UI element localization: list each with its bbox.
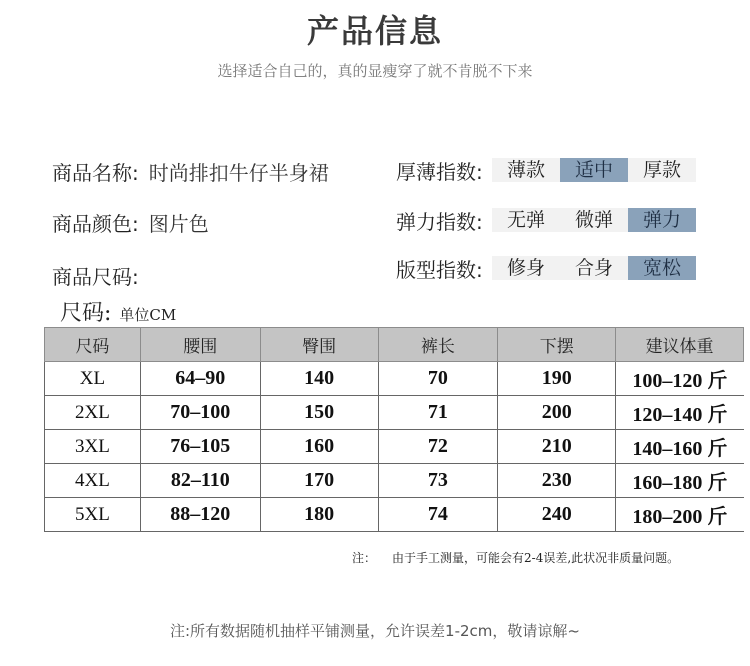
product-color-label: 商品颜色: — [52, 212, 139, 236]
fit-options — [492, 256, 696, 280]
table-row — [45, 396, 744, 430]
cell-waist: 70–100 — [140, 396, 260, 430]
cell-waist: 76–105 — [140, 430, 260, 464]
cell-length: 71 — [378, 396, 498, 430]
sampling-note: 注:所有数据随机抽样平铺测量，允许误差1-2cm，敬请谅解~ — [170, 622, 580, 640]
size-heading-label: 尺码: — [60, 301, 112, 326]
size-table — [44, 327, 744, 532]
cell-hem: 240 — [498, 498, 616, 532]
header-waist: 腰围 — [140, 328, 260, 362]
cell-hip: 170 — [260, 464, 378, 498]
header-hem: 下摆 — [498, 328, 616, 362]
product-size-label: 商品尺码: — [52, 265, 139, 289]
product-name-value: 时尚排扣牛仔半身裙 — [148, 161, 329, 185]
cell-length: 73 — [378, 464, 498, 498]
elasticity-index-label: 弹力指数: — [396, 209, 483, 234]
size-heading — [60, 296, 176, 327]
cell-weight: 100–120 斤 — [616, 362, 744, 396]
elasticity-index — [396, 207, 696, 233]
product-color-value: 图片色 — [148, 212, 209, 236]
header-weight: 建议体重 — [616, 328, 744, 362]
cell-size: 2XL — [45, 396, 141, 430]
elasticity-option-slight: 微弹 — [574, 209, 613, 231]
measurement-note-text: 由于手工测量，可能会有2-4误差,此状况非质量问题。 — [392, 551, 680, 565]
fit-option-regular: 合身 — [574, 257, 613, 279]
header-hip: 臀围 — [260, 328, 378, 362]
thickness-option-medium: 适中 — [560, 158, 628, 182]
cell-hip: 180 — [260, 498, 378, 532]
size-unit: 单位CM — [119, 306, 177, 324]
cell-size: 3XL — [45, 430, 141, 464]
cell-length: 72 — [378, 430, 498, 464]
page-title: 产品信息 — [306, 12, 443, 50]
thickness-option-thick: 厚款 — [642, 159, 681, 181]
cell-length: 70 — [378, 362, 498, 396]
product-size-line — [52, 261, 139, 290]
header-size: 尺码 — [45, 328, 141, 362]
thickness-option-thin: 薄款 — [506, 159, 545, 181]
thickness-index-label: 厚薄指数: — [396, 159, 483, 184]
measurement-note-label: 注： — [352, 551, 377, 565]
measurement-note — [352, 549, 679, 566]
elasticity-option-stretch: 弹力 — [628, 208, 696, 232]
table-row — [45, 464, 744, 498]
cell-waist: 64–90 — [140, 362, 260, 396]
cell-waist: 82–110 — [140, 464, 260, 498]
product-color-line — [52, 208, 209, 237]
fit-index-label: 版型指数: — [396, 257, 483, 282]
cell-weight: 140–160 斤 — [616, 430, 744, 464]
table-row — [45, 498, 744, 532]
cell-hip: 140 — [260, 362, 378, 396]
table-row — [45, 430, 744, 464]
cell-weight: 120–140 斤 — [616, 396, 744, 430]
cell-size: XL — [45, 362, 141, 396]
cell-hem: 210 — [498, 430, 616, 464]
elasticity-options — [492, 208, 696, 232]
cell-hem: 200 — [498, 396, 616, 430]
cell-hem: 230 — [498, 464, 616, 498]
cell-weight: 180–200 斤 — [616, 498, 744, 532]
product-name-label: 商品名称: — [52, 161, 139, 185]
cell-hip: 150 — [260, 396, 378, 430]
table-row — [45, 362, 744, 396]
cell-hip: 160 — [260, 430, 378, 464]
thickness-options — [492, 158, 696, 182]
fit-index — [396, 255, 696, 281]
page-subtitle: 选择适合自己的，真的显瘦穿了就不肯脱不下来 — [217, 62, 533, 80]
thickness-index — [396, 157, 696, 183]
product-name-line — [52, 157, 329, 186]
cell-size: 5XL — [45, 498, 141, 532]
cell-length: 74 — [378, 498, 498, 532]
cell-waist: 88–120 — [140, 498, 260, 532]
fit-option-loose: 宽松 — [628, 256, 696, 280]
size-table-header — [45, 328, 744, 362]
cell-weight: 160–180 斤 — [616, 464, 744, 498]
fit-option-slim: 修身 — [506, 257, 545, 279]
elasticity-option-none: 无弹 — [506, 209, 545, 231]
cell-size: 4XL — [45, 464, 141, 498]
cell-hem: 190 — [498, 362, 616, 396]
header-length: 裤长 — [378, 328, 498, 362]
